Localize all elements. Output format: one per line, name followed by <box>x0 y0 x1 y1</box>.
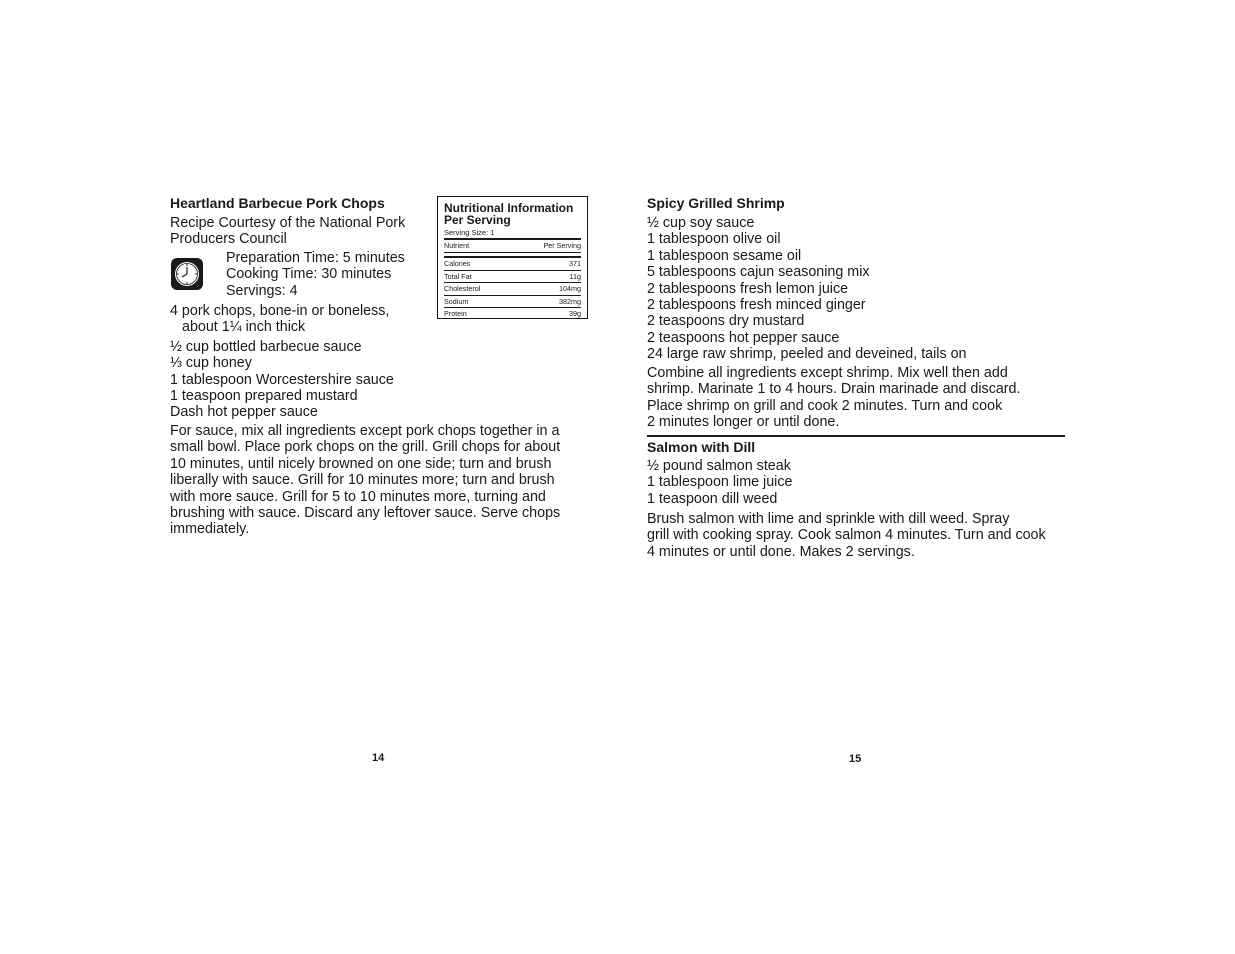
nutrient-value: 39g <box>569 309 581 318</box>
instruction-line: 4 minutes or until done. Makes 2 servings. <box>647 543 915 560</box>
nutrition-header-row <box>444 238 581 253</box>
nutrition-info-box <box>437 196 588 319</box>
ingredient-item: 1 tablespoon olive oil <box>647 231 781 248</box>
recipe-title-shrimp: Spicy Grilled Shrimp <box>647 195 785 211</box>
ingredient-item: 24 large raw shrimp, peeled and deveined, tails on <box>647 346 967 363</box>
nutrition-row <box>444 283 581 296</box>
serving-size: Serving Size: 1 <box>444 228 495 237</box>
instruction-line: Place shrimp on grill and cook 2 minutes. Turn and cook <box>647 397 1003 414</box>
recipe-title-pork-chops: Heartland Barbecue Pork Chops <box>170 195 385 211</box>
ingredient-item: 4 pork chops, bone-in or boneless, <box>170 303 390 319</box>
recipe-courtesy <box>170 215 430 248</box>
instruction-line: small bowl. Place pork chops on the grill. Grill chops for about <box>170 439 561 456</box>
ingredient-item: 5 tablespoons cajun seasoning mix <box>647 264 870 281</box>
instruction-line: 2 minutes longer or until done. <box>647 414 840 431</box>
nutrient-name: Cholesterol <box>444 284 481 293</box>
instruction-line: with more sauce. Grill for 5 to 10 minutes more, turning and <box>170 488 546 505</box>
nutrient-name: Calories <box>444 259 471 268</box>
instruction-line: For sauce, mix all ingredients except pork chops together in a <box>170 423 560 439</box>
instruction-line: shrimp. Marinate 1 to 4 hours. Drain marinade and discard. <box>647 381 1021 398</box>
nutrition-row <box>444 271 581 284</box>
nutrient-column-header: Nutrient <box>444 241 470 250</box>
ingredient-item: 2 tablespoons fresh lemon juice <box>647 280 849 297</box>
ingredient-list-salmon <box>647 458 792 507</box>
ingredient-item: ½ cup bottled barbecue sauce <box>170 338 362 355</box>
servings: Servings: 4 <box>226 282 298 299</box>
ingredient-item: Dash hot pepper sauce <box>170 404 318 421</box>
courtesy-line: Recipe Courtesy of the National Pork <box>170 215 406 231</box>
ingredient-item: ⅓ cup honey <box>170 355 252 372</box>
ingredient-item: 1 tablespoon sesame oil <box>647 247 802 264</box>
ingredient-list-shrimp <box>647 215 967 363</box>
instructions-salmon <box>647 511 1067 560</box>
recipe-title-salmon: Salmon with Dill <box>647 439 756 455</box>
nutrition-row <box>444 308 581 320</box>
instruction-line: immediately. <box>170 521 250 538</box>
section-divider <box>647 435 1065 437</box>
nutrient-value: 104mg <box>559 284 581 293</box>
recipe-times <box>226 250 405 299</box>
ingredient-item: 2 teaspoons hot pepper sauce <box>647 329 840 346</box>
instruction-line: brushing with sauce. Discard any leftover sauce. Serve chops <box>170 505 561 522</box>
cook-time: Cooking Time: 30 minutes <box>226 266 392 283</box>
nutrient-value: 371 <box>569 259 581 268</box>
ingredient-item: 1 teaspoon dill weed <box>647 490 778 507</box>
courtesy-line: Producers Council <box>170 231 287 248</box>
nutrition-row <box>444 296 581 309</box>
ingredient-item: 1 tablespoon Worcestershire sauce <box>170 371 394 388</box>
instruction-line: 10 minutes, until nicely browned on one side; turn and brush <box>170 455 552 472</box>
nutrition-row <box>444 256 581 271</box>
prep-time: Preparation Time: 5 minutes <box>226 250 405 266</box>
ingredient-list-pork-chops <box>170 303 394 421</box>
nutrient-name: Total Fat <box>444 271 472 281</box>
instructions-shrimp <box>647 365 1067 431</box>
ingredient-item: 2 tablespoons fresh minced ginger <box>647 297 866 314</box>
clock-icon <box>170 257 204 291</box>
instruction-line: Brush salmon with lime and sprinkle with dill weed. Spray <box>647 511 1010 527</box>
page-number-right: 15 <box>849 753 862 765</box>
instructions-pork-chops <box>170 423 590 538</box>
nutrition-title: Per Serving <box>444 213 511 227</box>
ingredient-item: ½ cup soy sauce <box>647 215 755 231</box>
nutrient-value: 11g <box>569 271 581 281</box>
nutrition-title: Nutritional Information <box>444 201 574 215</box>
ingredient-item: 2 teaspoons dry mustard <box>647 313 805 330</box>
nutrient-value: 382mg <box>559 296 581 306</box>
ingredient-item: 1 tablespoon lime juice <box>647 474 793 491</box>
ingredient-item: ½ pound salmon steak <box>647 458 791 474</box>
page-number-left: 14 <box>372 752 385 764</box>
per-serving-column-header: Per Serving <box>543 241 581 250</box>
nutrient-name: Protein <box>444 309 467 318</box>
ingredient-item: about 1¼ inch thick <box>182 319 306 336</box>
instruction-line: liberally with sauce. Grill for 10 minutes more; turn and brush <box>170 472 555 489</box>
nutrient-name: Sodium <box>444 296 469 306</box>
ingredient-item: 1 teaspoon prepared mustard <box>170 388 358 405</box>
instruction-line: Combine all ingredients except shrimp. Mix well then add <box>647 365 1008 381</box>
instruction-line: grill with cooking spray. Cook salmon 4 minutes. Turn and cook <box>647 527 1046 544</box>
